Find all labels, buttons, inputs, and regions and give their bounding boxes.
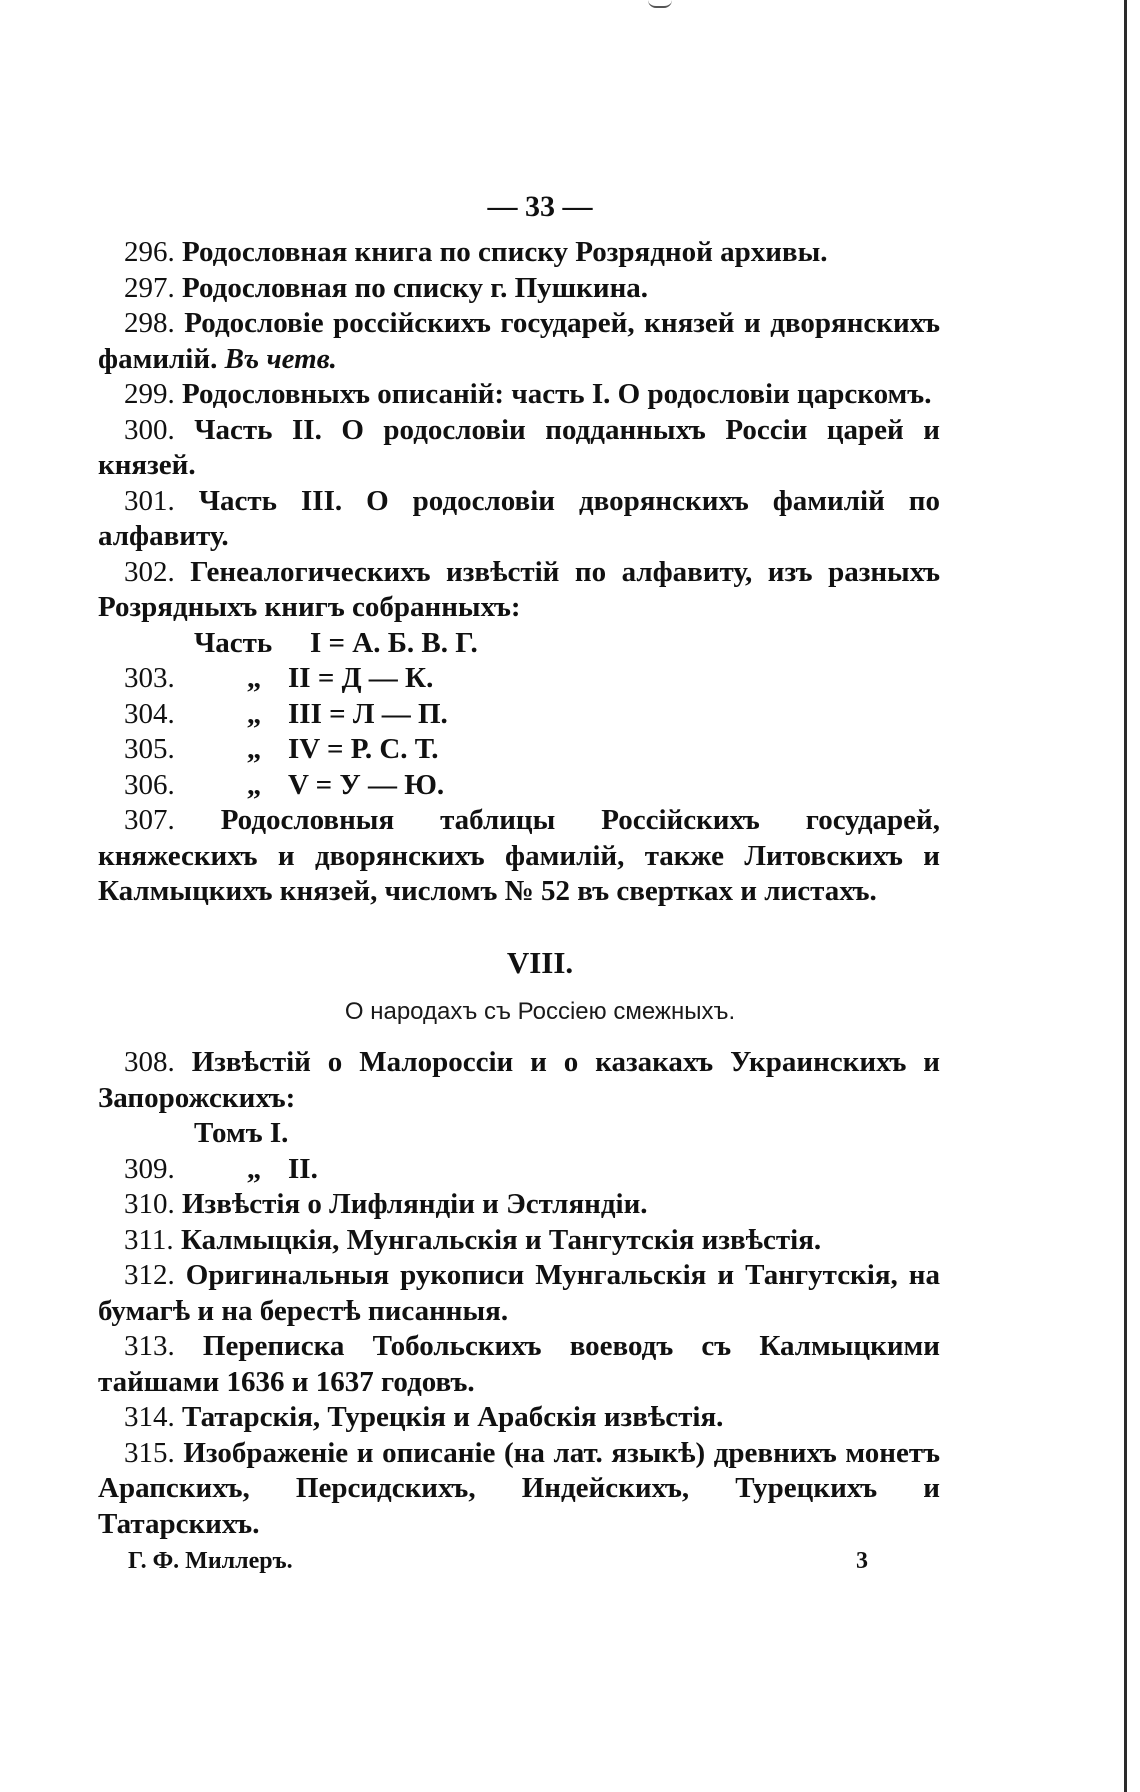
entry-number: 297. <box>124 271 175 304</box>
ditto-mark: „ <box>246 733 262 765</box>
entry-298 <box>98 306 940 377</box>
entry-text: Часть II. О родословіи подданныхъ Россіи царей и князей. <box>98 413 940 481</box>
entry-313 <box>98 1329 940 1400</box>
part-prefix: Часть <box>194 626 273 659</box>
entry-number: 307. <box>124 804 175 836</box>
page-edge-line <box>1124 0 1127 1792</box>
entry-text: Извѣстія о Лифляндіи и Эстляндіи. <box>182 1188 648 1220</box>
entry-299 <box>98 377 940 413</box>
part-range: IV = Р. С. Т. <box>288 733 439 765</box>
entry-308 <box>98 1045 940 1116</box>
part-range: II = Д — К. <box>288 662 434 694</box>
entry-number: 313. <box>124 1330 175 1362</box>
tome-row-309 <box>98 1152 940 1188</box>
entry-number: 311. <box>124 1223 174 1256</box>
entry-text: Калмыцкія, Мунгальскія и Тангутскія извѣстія. <box>180 1223 822 1256</box>
page-footer <box>128 1548 868 1575</box>
entry-number: 296. <box>124 236 175 268</box>
entry-number: 300. <box>124 413 175 446</box>
ditto-mark: „ <box>246 1152 262 1185</box>
entry-text: Родословная по списку г. Пушкина. <box>182 271 649 304</box>
entry-text: Изображеніе и описаніе (на лат. языкѣ) древнихъ монетъ Арапскихъ, Персидскихъ, Индейскихъ, Турецкихъ и Татарскихъ. <box>98 1436 940 1540</box>
ditto-mark: „ <box>246 697 262 730</box>
entry-301 <box>98 484 940 555</box>
part-row-304 <box>98 697 940 733</box>
tome-row-1 <box>98 1116 940 1152</box>
entries-block-top <box>98 235 940 910</box>
entry-number: 306. <box>124 768 175 801</box>
entry-format-note: Въ четв. <box>224 342 337 375</box>
entry-number: 301. <box>124 484 175 517</box>
entry-number: 303. <box>124 662 175 694</box>
entry-number: 309. <box>124 1152 175 1185</box>
entry-text: Оригинальныя рукописи Мунгальскія и Тангутскія, на бумагѣ и на берестѣ писанныя. <box>98 1259 940 1327</box>
entry-text: Родословіе россійскихъ государей, князей и дворянскихъ фамилій. <box>98 307 941 375</box>
entry-text: Родословная книга по списку Розрядной архивы. <box>182 236 828 268</box>
footer-signature-mark: 3 <box>856 1548 868 1574</box>
part-row-1 <box>98 626 940 662</box>
entry-number: 312. <box>124 1259 175 1291</box>
ditto-mark: „ <box>246 768 262 801</box>
section-numeral: VIII. <box>506 945 574 980</box>
part-row-306 <box>98 768 940 804</box>
entry-296 <box>98 235 940 271</box>
entry-300 <box>98 413 940 484</box>
entry-311 <box>98 1223 940 1259</box>
entry-number: 310. <box>124 1188 175 1220</box>
entry-314 <box>98 1400 940 1436</box>
entry-number: 305. <box>124 733 175 765</box>
entry-307 <box>98 803 940 910</box>
entry-315 <box>98 1436 940 1543</box>
entry-number: 308. <box>124 1046 175 1078</box>
entry-text: Татарскія, Турецкія и Арабскія извѣстія. <box>182 1401 724 1433</box>
part-range: V = У — Ю. <box>288 768 445 801</box>
footer-author: Г. Ф. Миллеръ. <box>128 1548 293 1574</box>
entries-block-bottom <box>98 1045 940 1542</box>
entry-text: Родословныхъ описаній: часть I. О родословіи царскомъ. <box>182 378 932 410</box>
section-title: О народахъ съ Россіею смежныхъ. <box>344 998 736 1025</box>
entry-number: 315. <box>124 1436 175 1469</box>
entry-number: 298. <box>124 307 175 339</box>
entry-302 <box>98 555 940 626</box>
ditto-mark: „ <box>246 662 262 694</box>
entry-number: 302. <box>124 555 175 588</box>
entry-text: Переписка Тобольскихъ воеводъ съ Калмыцкими тайшами 1636 и 1637 годовъ. <box>98 1330 941 1398</box>
entry-number: 304. <box>124 697 175 730</box>
top-bracket-mark <box>648 0 672 8</box>
entry-297 <box>98 271 940 307</box>
entry-312 <box>98 1258 940 1329</box>
entry-text: Извѣстій о Малороссіи и о казакахъ Украинскихъ и Запорожскихъ: <box>98 1046 941 1114</box>
part-row-305 <box>98 732 940 768</box>
entry-number: 299. <box>124 378 175 410</box>
entry-text: Родословныя таблицы Россійскихъ государей, княжескихъ и дворянскихъ фамилій, также Литовскихъ и Калмыцкихъ князей, числомъ № 52 въ свертках и листахъ. <box>98 804 940 907</box>
entry-number: 314. <box>124 1401 175 1433</box>
entry-310 <box>98 1187 940 1223</box>
part-row-303 <box>98 661 940 697</box>
tome-label: II. <box>288 1152 318 1185</box>
tome-label: Томъ I. <box>194 1117 289 1149</box>
entry-text: Генеалогическихъ извѣстій по алфавиту, изъ разныхъ Розрядныхъ книгъ собранныхъ: <box>98 555 940 623</box>
part-range: III = Л — П. <box>288 697 448 730</box>
page-number: — 33 — <box>487 190 593 223</box>
entry-text: Часть III. О родословіи дворянскихъ фамилій по алфавиту. <box>98 484 941 552</box>
part-range: I = А. Б. В. Г. <box>310 626 478 659</box>
